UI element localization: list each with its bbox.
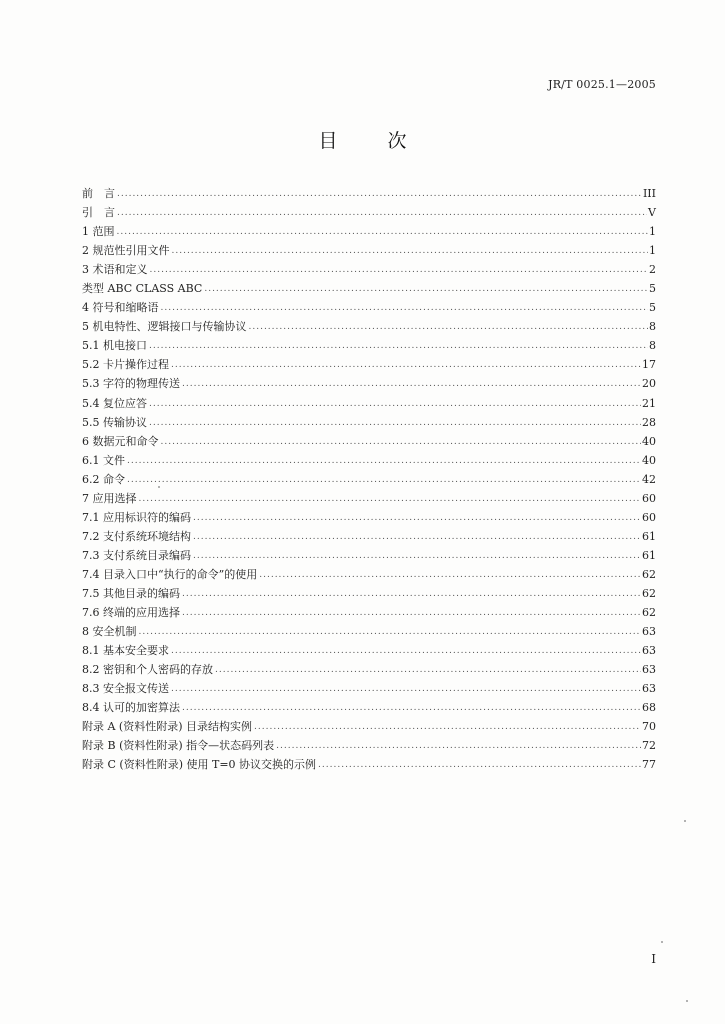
toc-entry[interactable] xyxy=(82,394,656,413)
toc-entry-label: 8.1 基本安全要求 xyxy=(82,644,169,658)
toc-dot-leader xyxy=(149,414,641,433)
toc-dot-leader xyxy=(117,223,649,242)
toc-entry-page: 70 xyxy=(642,720,656,734)
toc-entry-page: 63 xyxy=(642,625,656,639)
toc-entry-label: 附录 B (资料性附录) 指令—状态码列表 xyxy=(82,739,275,753)
toc-dot-leader xyxy=(150,261,649,280)
toc-entry-label: 8.2 密钥和个人密码的存放 xyxy=(82,663,213,677)
toc-entry[interactable] xyxy=(82,508,656,527)
toc-entry[interactable] xyxy=(82,336,656,355)
toc-dot-leader xyxy=(171,356,641,375)
toc-entry-label: 7.6 终端的应用选择 xyxy=(82,606,180,620)
toc-entry-label: 7.1 应用标识符的编码 xyxy=(82,510,191,524)
toc-dot-leader xyxy=(171,642,641,661)
toc-entry-label: 5.5 传输协议 xyxy=(82,415,147,429)
toc-entry-page: 62 xyxy=(642,586,656,600)
toc-dot-leader xyxy=(182,375,641,394)
toc-entry[interactable] xyxy=(82,413,656,432)
document-code: JR/T 0025.1—2005 xyxy=(548,78,656,91)
toc-entry-label: 5.1 机电接口 xyxy=(82,339,147,353)
toc-entry[interactable] xyxy=(82,641,656,660)
toc-entry-page: 68 xyxy=(642,701,656,715)
toc-dot-leader xyxy=(171,680,641,699)
toc-entry-label: 引 言 xyxy=(82,206,115,220)
toc-entry-page: 17 xyxy=(642,358,656,372)
toc-dot-leader xyxy=(318,756,641,775)
toc-entry[interactable] xyxy=(82,755,656,774)
toc-dot-leader xyxy=(149,395,641,414)
toc-entry-label: 5.4 复位应答 xyxy=(82,396,147,410)
toc-entry[interactable] xyxy=(82,374,656,393)
toc-entry-page: 63 xyxy=(642,663,656,677)
toc-entry-label: 6.2 命令 xyxy=(82,472,125,486)
scan-speck xyxy=(661,941,663,943)
toc-entry-page: 28 xyxy=(642,415,656,429)
toc-entry-page: 62 xyxy=(642,606,656,620)
toc-entry[interactable] xyxy=(82,603,656,622)
toc-entry-label: 7.5 其他目录的编码 xyxy=(82,586,180,600)
toc-entry[interactable] xyxy=(82,355,656,374)
toc-dot-leader xyxy=(182,585,641,604)
toc-entry[interactable] xyxy=(82,584,656,603)
toc-entry[interactable] xyxy=(82,184,656,203)
scan-speck xyxy=(686,1000,688,1002)
toc-entry-page: 40 xyxy=(642,453,656,467)
toc-entry[interactable] xyxy=(82,546,656,565)
toc-entry-page: 63 xyxy=(642,644,656,658)
toc-entry-page: 63 xyxy=(642,682,656,696)
toc-entry-page: 60 xyxy=(642,510,656,524)
toc-entry-page: 8 xyxy=(649,320,656,334)
toc-entry-label: 4 符号和缩略语 xyxy=(82,301,159,315)
toc-dot-leader xyxy=(161,299,649,318)
toc-entry-page: 61 xyxy=(642,548,656,562)
toc-entry-page: 1 xyxy=(649,225,656,239)
toc-dot-leader xyxy=(215,661,641,680)
toc-entry-page: 5 xyxy=(649,301,656,315)
toc-entry[interactable] xyxy=(82,260,656,279)
toc-entry-page: V xyxy=(648,206,656,220)
toc-dot-leader xyxy=(249,318,649,337)
toc-entry[interactable] xyxy=(82,432,656,451)
toc-entry-label: 类型 ABC CLASS ABC xyxy=(82,282,203,296)
toc-entry[interactable] xyxy=(82,622,656,641)
toc-entry[interactable] xyxy=(82,527,656,546)
toc-dot-leader xyxy=(172,242,649,261)
table-of-contents xyxy=(82,184,656,774)
toc-dot-leader xyxy=(204,280,648,299)
toc-entry-label: 2 规范性引用文件 xyxy=(82,244,170,258)
toc-entry-label: 5.2 卡片操作过程 xyxy=(82,358,169,372)
toc-entry[interactable] xyxy=(82,298,656,317)
toc-dot-leader xyxy=(182,604,641,623)
toc-dot-leader xyxy=(161,433,642,452)
toc-entry[interactable] xyxy=(82,679,656,698)
toc-entry[interactable] xyxy=(82,279,656,298)
toc-dot-leader xyxy=(127,452,641,471)
toc-dot-leader xyxy=(149,337,648,356)
page-title: 目 次 xyxy=(318,130,429,152)
toc-entry-page: 5 xyxy=(649,282,656,296)
toc-entry-label: 6.1 文件 xyxy=(82,453,125,467)
toc-entry-label: 7 应用选择 xyxy=(82,491,137,505)
toc-entry-label: 7.3 支付系统目录编码 xyxy=(82,548,191,562)
toc-entry-label: 附录 A (资料性附录) 目录结构实例 xyxy=(82,720,253,734)
toc-entry[interactable] xyxy=(82,451,656,470)
toc-dot-leader xyxy=(139,490,642,509)
toc-dot-leader xyxy=(182,699,641,718)
toc-entry[interactable] xyxy=(82,470,656,489)
toc-entry[interactable] xyxy=(82,698,656,717)
toc-entry-page: 8 xyxy=(649,339,656,353)
scan-speck xyxy=(158,486,160,488)
page-number: I xyxy=(651,952,656,966)
toc-entry-page: 77 xyxy=(642,758,656,772)
scan-speck xyxy=(684,820,686,822)
toc-entry[interactable] xyxy=(82,489,656,508)
toc-entry-label: 8.4 认可的加密算法 xyxy=(82,701,180,715)
toc-entry[interactable] xyxy=(82,203,656,222)
toc-entry-label: 5.3 字符的物理传送 xyxy=(82,377,180,391)
toc-dot-leader xyxy=(254,718,641,737)
toc-entry-label: 8.3 安全报文传送 xyxy=(82,682,169,696)
toc-entry-label: 3 术语和定义 xyxy=(82,263,148,277)
toc-entry[interactable] xyxy=(82,241,656,260)
toc-entry-page: 42 xyxy=(642,472,656,486)
toc-entry-page: 62 xyxy=(642,567,656,581)
toc-dot-leader xyxy=(193,509,641,528)
toc-entry-page: 2 xyxy=(649,263,656,277)
toc-entry-page: 20 xyxy=(642,377,656,391)
toc-entry[interactable] xyxy=(82,736,656,755)
toc-dot-leader xyxy=(117,204,647,223)
toc-entry-label: 7.2 支付系统环境结构 xyxy=(82,529,191,543)
toc-dot-leader xyxy=(276,737,641,756)
toc-entry-page: III xyxy=(642,187,656,200)
toc-entry-label: 8 安全机制 xyxy=(82,625,137,639)
toc-dot-leader xyxy=(259,566,641,585)
toc-entry[interactable] xyxy=(82,565,656,584)
toc-entry[interactable] xyxy=(82,222,656,241)
toc-entry[interactable] xyxy=(82,317,656,336)
toc-entry-page: 72 xyxy=(642,739,656,753)
toc-entry-page: 40 xyxy=(642,434,656,448)
toc-entry[interactable] xyxy=(82,717,656,736)
toc-dot-leader xyxy=(193,528,641,547)
toc-entry-page: 60 xyxy=(642,491,656,505)
toc-entry-label: 6 数据元和命令 xyxy=(82,434,159,448)
toc-entry-page: 61 xyxy=(642,529,656,543)
toc-entry-label: 前 言 xyxy=(82,187,115,200)
toc-entry-label: 1 范围 xyxy=(82,225,115,239)
toc-entry-label: 附录 C (资料性附录) 使用 T=0 协议交换的示例 xyxy=(82,758,317,772)
toc-entry-label: 5 机电特性、逻辑接口与传输协议 xyxy=(82,320,247,334)
toc-entry-page: 1 xyxy=(649,244,656,258)
toc-entry[interactable] xyxy=(82,660,656,679)
toc-entry-label: 7.4 目录入口中“执行的命令”的使用 xyxy=(82,567,258,581)
toc-dot-leader xyxy=(127,471,641,490)
toc-dot-leader xyxy=(139,623,642,642)
toc-dot-leader xyxy=(193,547,641,566)
toc-dot-leader xyxy=(117,185,642,204)
toc-entry-page: 21 xyxy=(642,396,656,410)
